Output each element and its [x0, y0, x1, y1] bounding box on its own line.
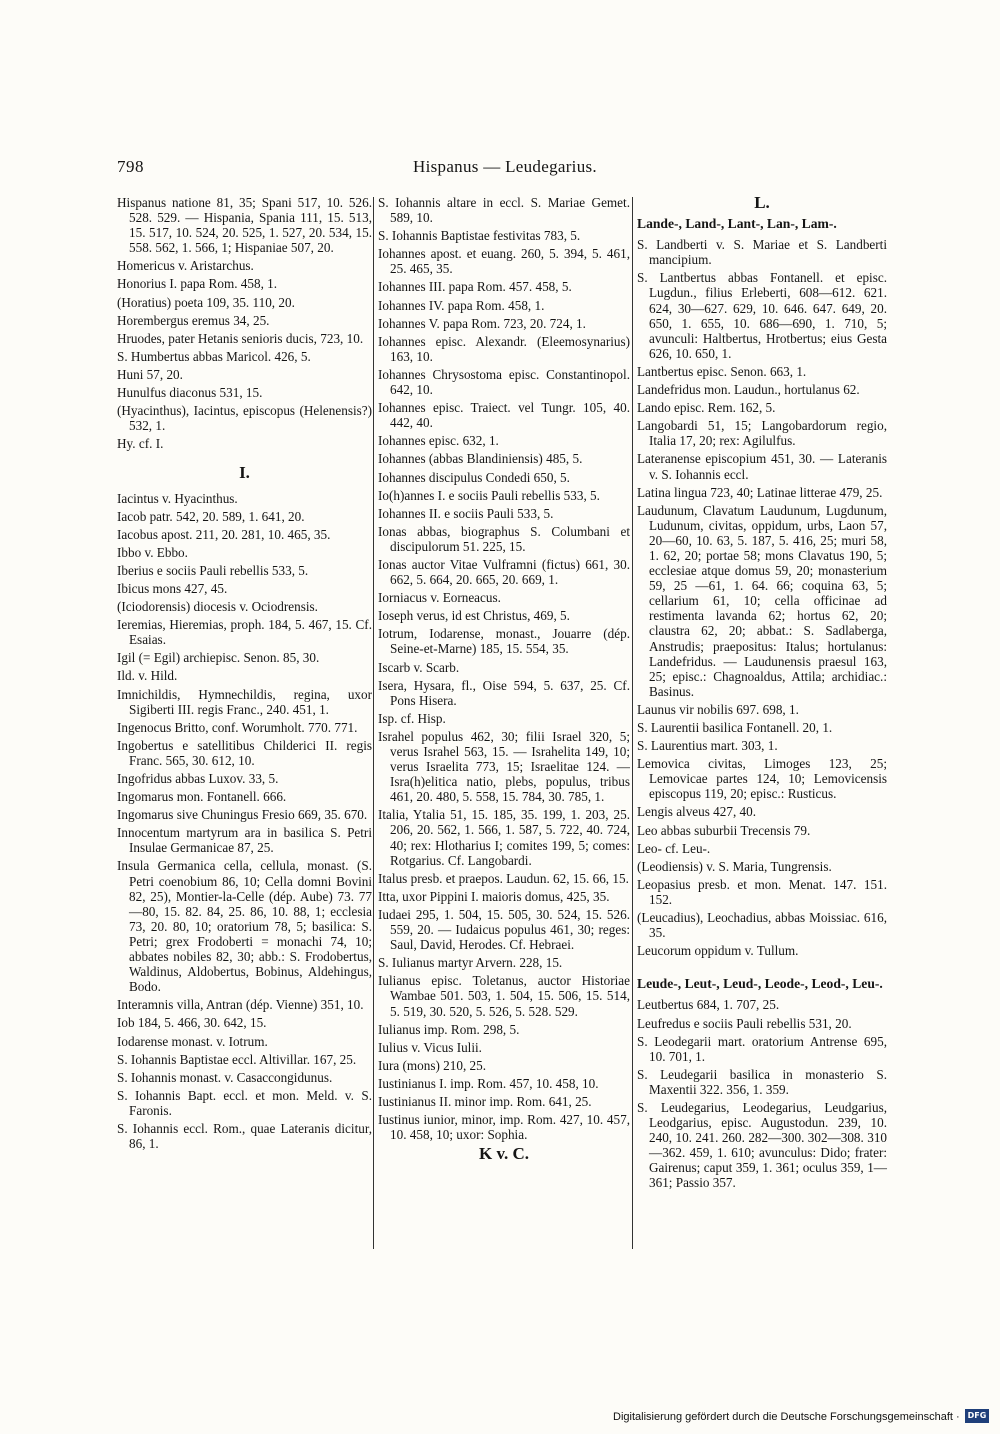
index-entry: Iudaei 295, 1. 504, 15. 505, 30. 524, 15. 526. 559, 20. — Iudaicus populus 461, 30; reges: Saul, David, Herodes. Cf. Hebraei.: [378, 906, 630, 953]
index-entry: S. Iohannis Bapt. eccl. et mon. Meld. v. S. Faronis.: [117, 1087, 372, 1118]
index-entry: Iob 184, 5. 466, 30. 642, 15.: [117, 1015, 267, 1031]
index-entry: Iberius e sociis Pauli rebellis 533, 5.: [117, 562, 309, 578]
index-entry: Leopasius presb. et mon. Menat. 147. 151. 152.: [637, 876, 887, 907]
index-entry: S. Iulianus martyr Arvern. 228, 15.: [378, 955, 563, 971]
index-entry: Iohannes apost. et euang. 260, 5. 394, 5. 461, 25. 465, 35.: [378, 246, 630, 277]
index-entry: S. Iohannis eccl. Rom., quae Lateranis dicitur, 86, 1.: [117, 1120, 372, 1152]
index-entry: Insula Germanica cella, cellula, monast. (S. Petri coenobium 86, 10; Cella domni Bovini 82, 25), Montier-la-Celle (dép. Aube) 73. 77—80, 15. 82. 84, 25. 86, 10. 88, 1; ecclesia 73, 20. 80, 10; oratorium 78, 5; basilica: S. Petri; grex Frodoberti = monachi 74, 10; abbates nobiles 82, 30; abb.: S. Frodobertus, Waldinus, Aldobertus, Bobinus, Aldehingus, Bodo.: [117, 858, 372, 995]
index-entry: (Leucadius), Leochadius, abbas Moissiac. 616, 35.: [637, 910, 887, 941]
index-entry: Iura (mons) 210, 25.: [378, 1057, 487, 1073]
section-letter-heading: K v. C.: [478, 1144, 530, 1164]
index-entry: Launus vir nobilis 697. 698, 1.: [637, 701, 799, 717]
index-entry: Hy. cf. I.: [117, 436, 164, 452]
index-entry: Ionas auctor Vitae Vulframni (fictus) 661, 30. 662, 5. 664, 20. 665, 20. 669, 1.: [378, 556, 630, 588]
index-entry: Ingomarus mon. Fontanell. 666.: [117, 789, 287, 805]
index-entry: (Iciodorensis) diocesis v. Ociodrensis.: [117, 599, 318, 615]
index-entry: Iohannes episc. Alexandr. (Eleemosynarius) 163, 10.: [378, 333, 630, 364]
index-entry: Ingenocus Britto, conf. Worumholt. 770. 771.: [117, 719, 358, 735]
index-entry: Huni 57, 20.: [117, 366, 183, 382]
index-entry: S. Laurentius mart. 303, 1.: [637, 738, 778, 754]
index-entry: Iacobus apost. 211, 20. 281, 10. 465, 35.: [117, 526, 331, 542]
section-letter-heading: L.: [754, 193, 770, 212]
index-entry: Ionas abbas, biographus S. Columbani et discipulorum 51. 225, 15.: [378, 523, 630, 554]
index-entry: Leutbertus 684, 1. 707, 25.: [637, 997, 780, 1013]
index-entry: Iohannes IV. papa Rom. 458, 1.: [378, 297, 545, 313]
index-entry: Iustinus iunior, minor, imp. Rom. 427, 10. 457, 10. 458, 10; uxor: Sophia.: [378, 1112, 630, 1143]
index-entry: Leufredus e sociis Pauli rebellis 531, 20.: [637, 1015, 852, 1031]
index-entry: Israhel populus 462, 30; filii Israel 320, 5; verus Israhel 563, 15. — Israhelita 149, 10; verus Israelita 773, 15; Israelitae 124. — Isra(h)elitica natio, plebs, populus, tribus 461, 20. 480, 5. 558, 15. 784, 30. 785, 1.: [378, 728, 630, 805]
index-column-2: [378, 195, 630, 1171]
index-entry: Italia, Ytalia 51, 15. 185, 35. 199, 1. 203, 25. 206, 20. 562, 1. 566, 1. 587, 5. 722, 40. 724, 40; rex: Hlotharius I; comites 199, 5; comes: Rotgarius. Cf. Langobardi.: [378, 807, 630, 868]
digitization-credit: Digitalisierung gefördert durch die Deutsche Forschungsgemeinschaft ·: [613, 1411, 960, 1423]
index-entry: Iorniacus v. Eorneacus.: [378, 590, 501, 606]
index-entry: Isp. cf. Hisp.: [378, 710, 446, 726]
index-entry: Hispanus natione 81, 35; Spani 517, 10. 526. 528. 529. — Hispania, Spania 111, 15. 513, 15. 517, 10. 524, 20. 525, 1. 527, 20. 534, 15. 558. 562, 1. 566, 1; Hispaniae 507, 20.: [117, 195, 372, 256]
index-entry: Iohannes V. papa Rom. 723, 20. 724, 1.: [378, 315, 586, 331]
index-entry: Laudunum, Clavatum Laudunum, Lugdunum, Ludunum, civitas, oppidum, urbs, Laon 57, 20—60, 10. 63, 5. 187, 5. 416, 25; muri 58, 1. 62, 20; portae 58; mons Clavatus 190, 5; ecclesiae atque domus 59, 20; monasterium 59, 25 —61, 1. 64. 66; coquina 63, 5; cellarium 61, 10; cella officinae ad restimenta lavanda 62; hortus 62, 20; claustra 62, 20; abbat.: S. Sadlaberga, Anstrudis; praepositus: Italus; hortulanus: Landefridus. — Laudunensis praesul 163, 25; episc.: Chagnoaldus, Attila; archidiac.: Basinus.: [637, 502, 887, 699]
index-entry: S. Iohannis monast. v. Casaccongidunus.: [117, 1069, 333, 1085]
index-entry: S. Landberti v. S. Mariae et S. Landberti mancipium.: [637, 237, 887, 268]
index-entry: S. Iohannis Baptistae festivitas 783, 5.: [378, 228, 581, 244]
index-entry: S. Leudegarii basilica in monasterio S. Maxentii 322. 356, 1. 359.: [637, 1066, 887, 1097]
column-rule-right: [632, 197, 633, 1249]
index-entry: Leo abbas suburbii Trecensis 79.: [637, 822, 811, 838]
index-entry: S. Leudegarius, Leodegarius, Leudgarius, Leodgarius, episc. Augustodun. 239, 10. 240, 10. 241. 260. 282—300. 302—308. 310—362. 459, 1. 610; avunculus: Dido; frater: Gairenus; caput 359, 1. 361; oculus 359, 1—361; Passio 357.: [637, 1099, 887, 1191]
index-entry: Iacintus v. Hyacinthus.: [117, 490, 238, 506]
index-entry: Leo- cf. Leu-.: [637, 840, 711, 856]
index-entry: S. Iohannis Baptistae eccl. Altivillar. 167, 25.: [117, 1051, 357, 1067]
page-number: 798: [117, 157, 144, 176]
index-entry: S. Lantbertus abbas Fontanell. et episc. Lugdun., filius Erleberti, 608—612. 621. 624, 30—627. 629, 10. 646. 647. 649, 20. 650, 1. 655, 10. 686—690, 1. 710, 5; avunculi: Haltbertus, Hrotbertus; eius Gesta 626, 10. 650, 1.: [637, 270, 887, 361]
index-entry: Lando episc. Rem. 162, 5.: [637, 400, 776, 416]
index-entry: Ingomarus sive Chuningus Fresio 669, 35. 670.: [117, 807, 368, 823]
index-entry: Hruodes, pater Hetanis senioris ducis, 723, 10.: [117, 330, 364, 346]
index-entry: Igil (= Egil) archiepisc. Senon. 85, 30.: [117, 650, 320, 666]
index-entry: Iulius v. Vicus Iulii.: [378, 1039, 482, 1055]
index-entry: Lemovica civitas, Limoges 123, 25; Lemovicae partes 124, 10; Lemovicensis episcopus 119, 20; episc.: Rusticus.: [637, 756, 887, 802]
index-entry: Leucorum oppidum v. Tullum.: [637, 943, 799, 959]
index-entry: Itta, uxor Pippini I. maioris domus, 425, 35.: [378, 888, 610, 904]
index-entry: Iodarense monast. v. Iotrum.: [117, 1033, 268, 1049]
index-entry: S. Laurentii basilica Fontanell. 20, 1.: [637, 720, 833, 735]
index-entry: Iohannes (abbas Blandiniensis) 485, 5.: [378, 451, 583, 467]
index-entry: Iohannes episc. Traiect. vel Tungr. 105, 40. 442, 40.: [378, 400, 630, 431]
index-entry: Iohannes discipulus Condedi 650, 5.: [378, 469, 570, 485]
index-entry: Lengis alveus 427, 40.: [637, 804, 757, 820]
index-entry: Ioseph verus, id est Christus, 469, 5.: [378, 608, 570, 624]
index-entry: (Leodiensis) v. S. Maria, Tungrensis.: [637, 858, 832, 874]
index-entry: Latina lingua 723, 40; Latinae litterae 479, 25.: [637, 484, 883, 500]
index-entry: Iohannes III. papa Rom. 457. 458, 5.: [378, 279, 572, 295]
index-entry: Lateranense episcopium 451, 30. — Lateranis v. S. Iohannis eccl.: [637, 451, 887, 482]
index-entry: Ibicus mons 427, 45.: [117, 580, 228, 596]
column-rule-left: [373, 197, 374, 1249]
index-entry: Ild. v. Hild.: [117, 668, 178, 684]
index-entry: Ieremias, Hieremias, proph. 184, 5. 467, 15. Cf. Esaias.: [117, 617, 372, 648]
index-entry: Iscarb v. Scarb.: [378, 659, 460, 675]
index-entry: Iulianus episc. Toletanus, auctor Historiae Wambae 501. 503, 1. 504, 15. 506, 15. 514, 5. 519, 30. 520, 5. 526, 5. 528. 529.: [378, 973, 630, 1019]
running-head: Hispanus — Leudegarius.: [413, 157, 597, 176]
index-entry: Innocentum martyrum ara in basilica S. Petri Insulae Germanicae 87, 25.: [117, 825, 372, 856]
index-entry: Ingofridus abbas Luxov. 33, 5.: [117, 771, 279, 786]
index-entry: Langobardi 51, 15; Langobardorum regio, Italia 17, 20; rex: Agilulfus.: [637, 418, 887, 449]
index-entry: Horembergus eremus 34, 25.: [117, 312, 270, 328]
index-entry: Iacob patr. 542, 20. 589, 1. 641, 20.: [117, 508, 305, 524]
index-entry: S. Humbertus abbas Maricol. 426, 5.: [117, 348, 311, 364]
index-entry: Iohannes episc. 632, 1.: [378, 433, 499, 449]
index-entry: Iulianus imp. Rom. 298, 5.: [378, 1021, 520, 1037]
index-entry: Italus presb. et praepos. Laudun. 62, 15. 66, 15.: [378, 870, 629, 886]
index-entry: Landefridus mon. Laudun., hortulanus 62.: [637, 382, 860, 398]
section-subheading: Leude-, Leut-, Leud-, Leode-, Leod-, Leu-.: [637, 976, 883, 992]
index-column-1: [117, 195, 372, 1154]
index-entry: Iohannes II. e sociis Pauli 533, 5.: [378, 505, 554, 521]
index-entry: Iotrum, Iodarense, monast., Jouarre (dép. Seine-et-Marne) 185, 15. 554, 35.: [378, 626, 630, 657]
index-entry: Hunulfus diaconus 531, 15.: [117, 385, 263, 401]
section-subheading: Lande-, Land-, Lant-, Lan-, Lam-.: [637, 216, 837, 232]
index-entry: Ingobertus e satellitibus Childerici II. regis Franc. 565, 30. 612, 10.: [117, 737, 372, 768]
section-letter-heading: I.: [239, 463, 250, 483]
index-entry: (Horatius) poeta 109, 35. 110, 20.: [117, 294, 295, 310]
index-entry: Lantbertus episc. Senon. 663, 1.: [637, 363, 807, 379]
index-entry: Interamnis villa, Antran (dép. Vienne) 351, 10.: [117, 997, 364, 1013]
dfg-logo: DFG: [965, 1409, 989, 1423]
index-entry: S. Leodegarii mart. oratorium Antrense 695, 10. 701, 1.: [637, 1033, 887, 1064]
index-entry: Homericus v. Aristarchus.: [117, 258, 254, 274]
index-entry: Io(h)annes I. e sociis Pauli rebellis 533, 5.: [378, 487, 600, 503]
index-entry: (Hyacinthus), Iacintus, episcopus (Helenensis?) 532, 1.: [117, 403, 372, 434]
index-entry: Iustinianus I. imp. Rom. 457, 10. 458, 10.: [378, 1075, 599, 1091]
index-entry: S. Iohannis altare in eccl. S. Mariae Gemet. 589, 10.: [378, 195, 630, 226]
index-entry: Ibbo v. Ebbo.: [117, 544, 188, 560]
index-entry: Isera, Hysara, fl., Oise 594, 5. 637, 25. Cf. Pons Hisera.: [378, 677, 630, 708]
index-entry: Iohannes Chrysostoma episc. Constantinopol. 642, 10.: [378, 366, 630, 398]
index-column-3: [637, 195, 887, 1194]
index-entry: Imnichildis, Hymnechildis, regina, uxor Sigiberti III. regis Franc., 240. 451, 1.: [117, 686, 372, 717]
index-entry: Iustinianus II. minor imp. Rom. 641, 25.: [378, 1093, 592, 1109]
index-entry: Honorius I. papa Rom. 458, 1.: [117, 276, 278, 292]
